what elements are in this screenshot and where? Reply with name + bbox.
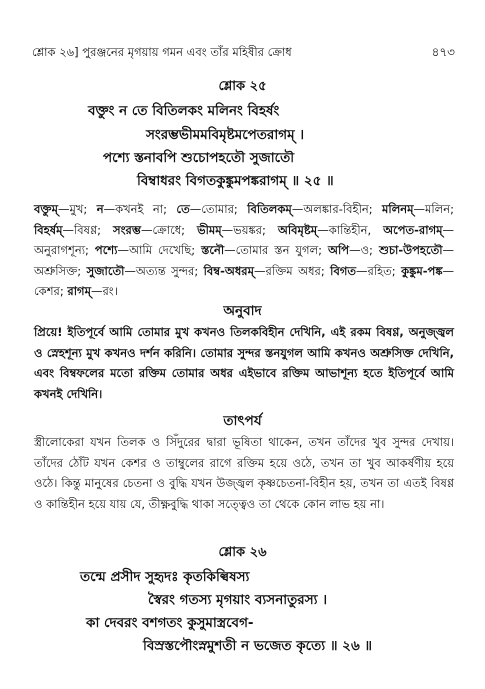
translation-text: প্রিয়ে! ইতিপূর্বে আমি তোমার মুখ কখনও তিলকবিহীন দেখিনি, এই রকম বিষণ্ণ, অনুজ্জ্বল ও স্নেহশূন্য মুখ কখনও দর্শন করিনি। তোমার সুন্দর স্তনযুগল আমি কখনও অশ্রুসিক্ত দেখিনি, এবং বিম্বফলের মতো রক্তিম তোমার অধর এইভাবে রক্তিম আভাশূন্য হতে ইতিপূর্বে আমি কখনই দেখিনি। — [34, 325, 454, 401]
synonyms-paragraph — [34, 199, 454, 302]
verse-26-line-1: তন্মে প্রসীদ সুহৃদঃ কৃতকিল্বিষস্য — [80, 569, 250, 585]
synonym-meaning: —মলিন; — [413, 202, 454, 216]
synonym-word: পশ্যে — [94, 243, 118, 257]
purport-title: তাৎপর্য — [223, 413, 262, 429]
verse-26-line-3: কা দেবরং বশগতং কুসুমাস্ত্রবেগ- — [86, 615, 254, 631]
verse-25-line-2: সংরম্ভভীমমবিমৃষ্টমপেতরাগম্ । — [146, 127, 305, 143]
synonym-meaning: —তোমার স্তন যুগল; — [224, 243, 329, 257]
synonym-word: মলিনম্ — [382, 202, 414, 216]
synonym-meaning: —অশ্রুসিক্ত; — [34, 243, 454, 278]
synonym-word: অবিমৃষ্টম্ — [277, 222, 318, 237]
running-header: শ্লোক ২৬] পুরঞ্জনের মৃগয়ায় গমন এবং তাঁর মহিষীর ক্রোধ — [32, 45, 292, 59]
synonym-word: অপেত-রাগম্ — [383, 222, 443, 237]
synonym-meaning: —রক্তিম অধর; — [254, 263, 331, 278]
synonym-word: বক্তুম্ — [34, 202, 58, 216]
synonym-meaning: —রং। — [90, 284, 118, 298]
page-number: ৪৭৩ — [431, 45, 455, 59]
synonym-word: বিগত — [330, 263, 357, 278]
synonym-word: বিহর্ষম্ — [34, 222, 63, 237]
synonym-word: বিতিলকম্ — [247, 202, 292, 216]
synonym-meaning: —রহিত; — [356, 263, 402, 278]
synonym-meaning: —তোমার; — [189, 202, 248, 216]
synonym-word: রাগম্ — [67, 284, 91, 298]
synonym-word: স্তনৌ — [201, 243, 225, 257]
synonym-meaning: —মুখ; — [57, 202, 97, 216]
synonym-meaning: —কান্তিহীন, — [317, 222, 384, 237]
synonym-meaning: —বিষণ্ণ; — [62, 222, 113, 237]
synonym-word: অপি — [328, 243, 350, 257]
synonym-word: তে — [176, 202, 190, 216]
verse-26-title: শ্লোক ২৬ — [218, 545, 267, 560]
synonym-word: ন — [96, 202, 104, 216]
verse-25-line-3: পশ্যে স্তনাবপি শুচোপহতৌ সুজাতৌ — [103, 150, 295, 166]
verse-25-line-1: বক্তুং ন তে বিতিলকং মলিনং বিহর্ষং — [88, 103, 280, 119]
synonym-meaning: —ভয়ঙ্কর; — [221, 222, 278, 237]
translation-title: অনুবাদ — [223, 303, 262, 319]
synonym-meaning: —ক্রোধে; — [140, 222, 197, 237]
synonym-word: কুঙ্কুম-পঙ্ক — [401, 263, 443, 278]
synonym-word: বিম্ব-অধরম্ — [203, 263, 254, 278]
verse-26-line-2: স্বৈরং গতস্য মৃগয়াং ব্যসনাতুরস্য । — [148, 592, 328, 608]
synonym-meaning: —অনুরাগশূন্য; — [34, 222, 454, 257]
synonym-meaning: —আমি দেখেছি; — [117, 243, 202, 257]
synonym-meaning: —ও; — [349, 243, 379, 257]
synonym-word: শুচা-উপহতৌ — [378, 243, 443, 257]
synonym-word: সুজাতৌ — [86, 263, 125, 278]
verse-26-line-4: বিস্রস্তপৌংস্নমুশতী ন ভজেত কৃত্যে ॥ ২৬ ॥ — [143, 638, 373, 654]
verse-25-title: শ্লোক ২৫ — [218, 79, 267, 94]
synonym-word: সংরম্ভ — [112, 222, 141, 237]
synonym-meaning: —কেশর; — [34, 263, 455, 298]
synonym-word: ভীমম্ — [197, 222, 222, 237]
purport-text: স্ত্রীলোকেরা যখন তিলক ও সিঁদুরের দ্বারা ভূষিতা থাকেন, তখন তাঁদের খুব সুন্দর দেখায়। তাঁদের ঠোঁট যখন কেশর ও তাম্বুলের রাগে রক্তিম হয়ে ওঠে, তখন তা খুব আকর্ষণীয় হয়ে ওঠে। কিন্তু মানুষের চেতনা ও বুদ্ধি যখন উজ্জ্বল কৃষ্ণচেতনা-বিহীন হয়, তখন তা এতই বিষণ্ণ ও কান্তিহীন হয়ে যায় যে, তীক্ষ্ণবুদ্ধি থাকা সত্ত্বেও তা থেকে কোন লাভ হয় না। — [34, 435, 454, 511]
synonym-meaning: —অলঙ্কার-বিহীন; — [291, 202, 383, 216]
verse-25-line-4: বিম্বাধরং বিগতকুঙ্কুমপঙ্করাগম্ ॥ ২৫ ॥ — [137, 173, 334, 189]
synonym-meaning: —অত্যন্ত সুন্দর; — [124, 263, 204, 278]
synonym-meaning: —কখনই না; — [103, 202, 177, 216]
page-header — [32, 44, 455, 64]
